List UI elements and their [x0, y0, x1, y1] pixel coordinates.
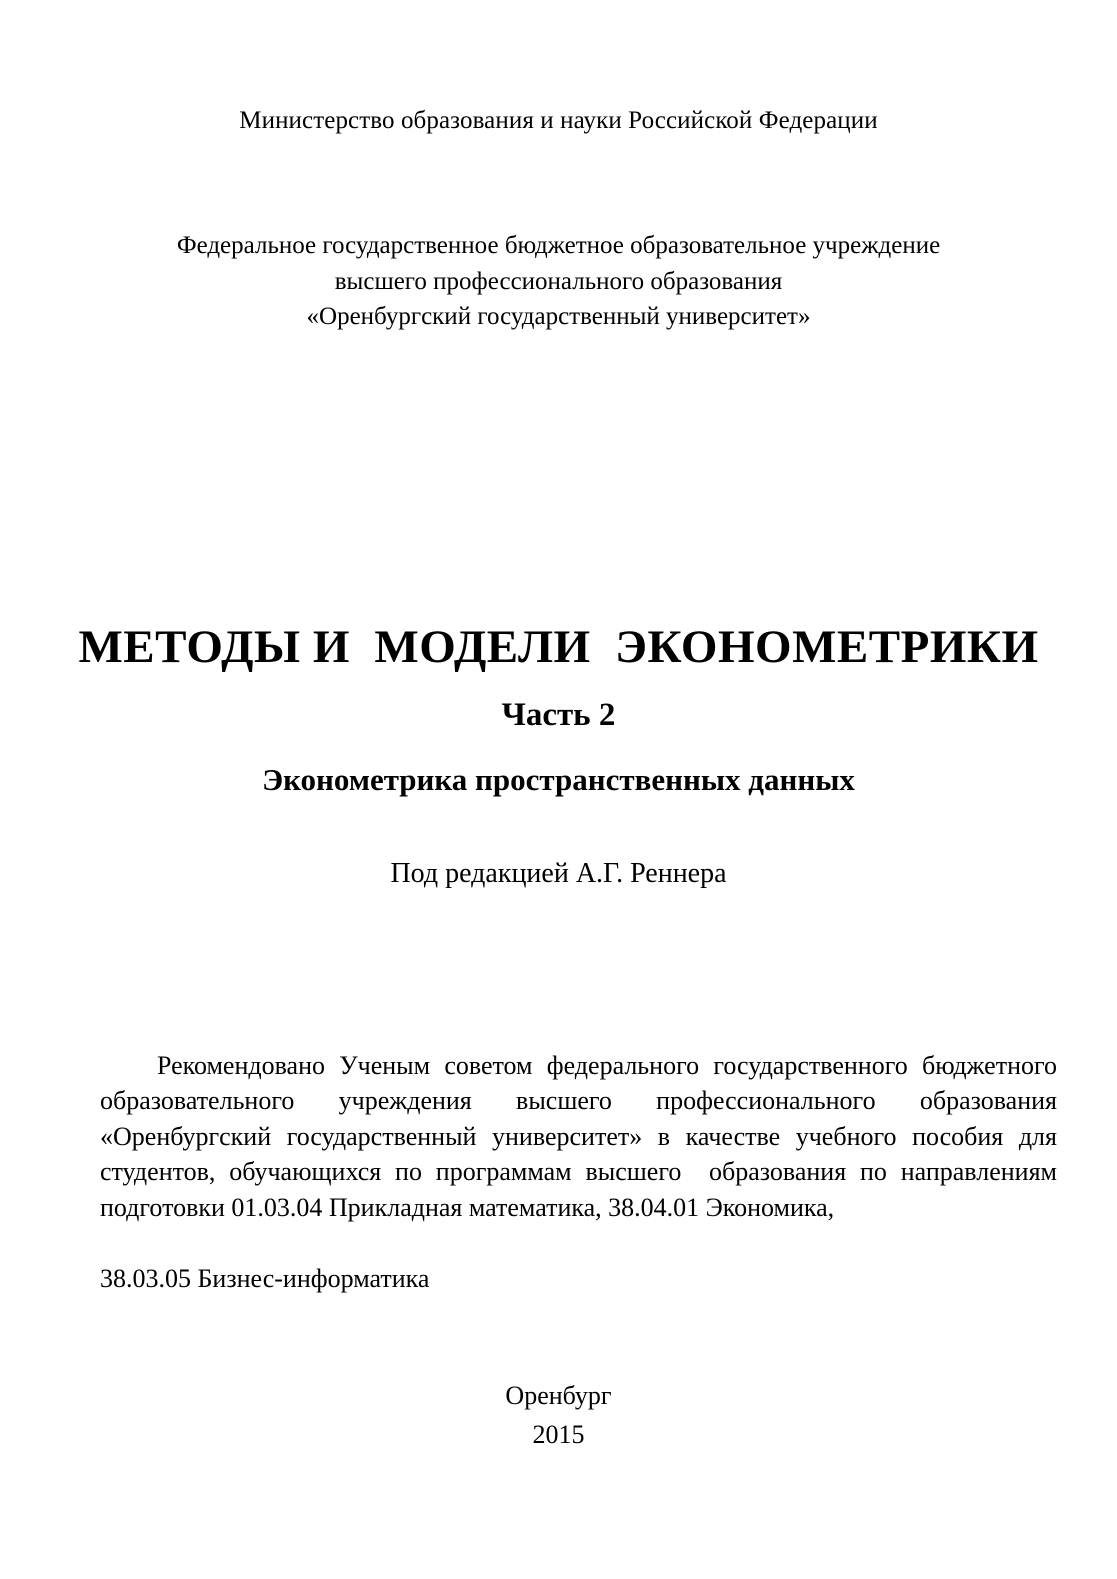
institution-block	[0, 228, 1117, 335]
ministry-heading: Министерство образования и науки Российской Федерации	[239, 107, 878, 134]
publication-year: 2015	[532, 1420, 585, 1449]
recommendation-body: Рекомендовано Ученым советом федерального государственного бюджетного образовательного учреждения высшего профессионального образования «Оренбургский государственный университет» в качестве учебного пособия для студентов, обучающихся по программам высшего образования по направлениям подготовки 01.03.04 Прикладная математика, 38.04.01 Экономика,	[100, 1050, 1064, 1223]
footer-block	[0, 1376, 1117, 1454]
publication-city: Оренбург	[505, 1381, 612, 1410]
institution-line-1: Федеральное государственное бюджетное образовательное учреждение	[176, 232, 941, 259]
subtitle: Эконометрика пространственных данных	[262, 762, 855, 798]
recommendation-paragraph	[100, 1012, 1064, 1368]
recommendation-last-line: 38.03.05 Бизнес-информатика	[100, 1264, 430, 1294]
title-block	[0, 622, 1117, 890]
page-title: МЕТОДЫ И МОДЕЛИ ЭКОНОМЕТРИКИ	[78, 621, 1039, 673]
institution-line-3: «Оренбургский государственный университет»	[306, 303, 811, 330]
editor-credit: Под редакцией А.Г. Реннера	[390, 858, 727, 890]
institution-line-2: высшего профессионального образования	[334, 267, 783, 295]
part-label: Часть 2	[501, 696, 616, 733]
